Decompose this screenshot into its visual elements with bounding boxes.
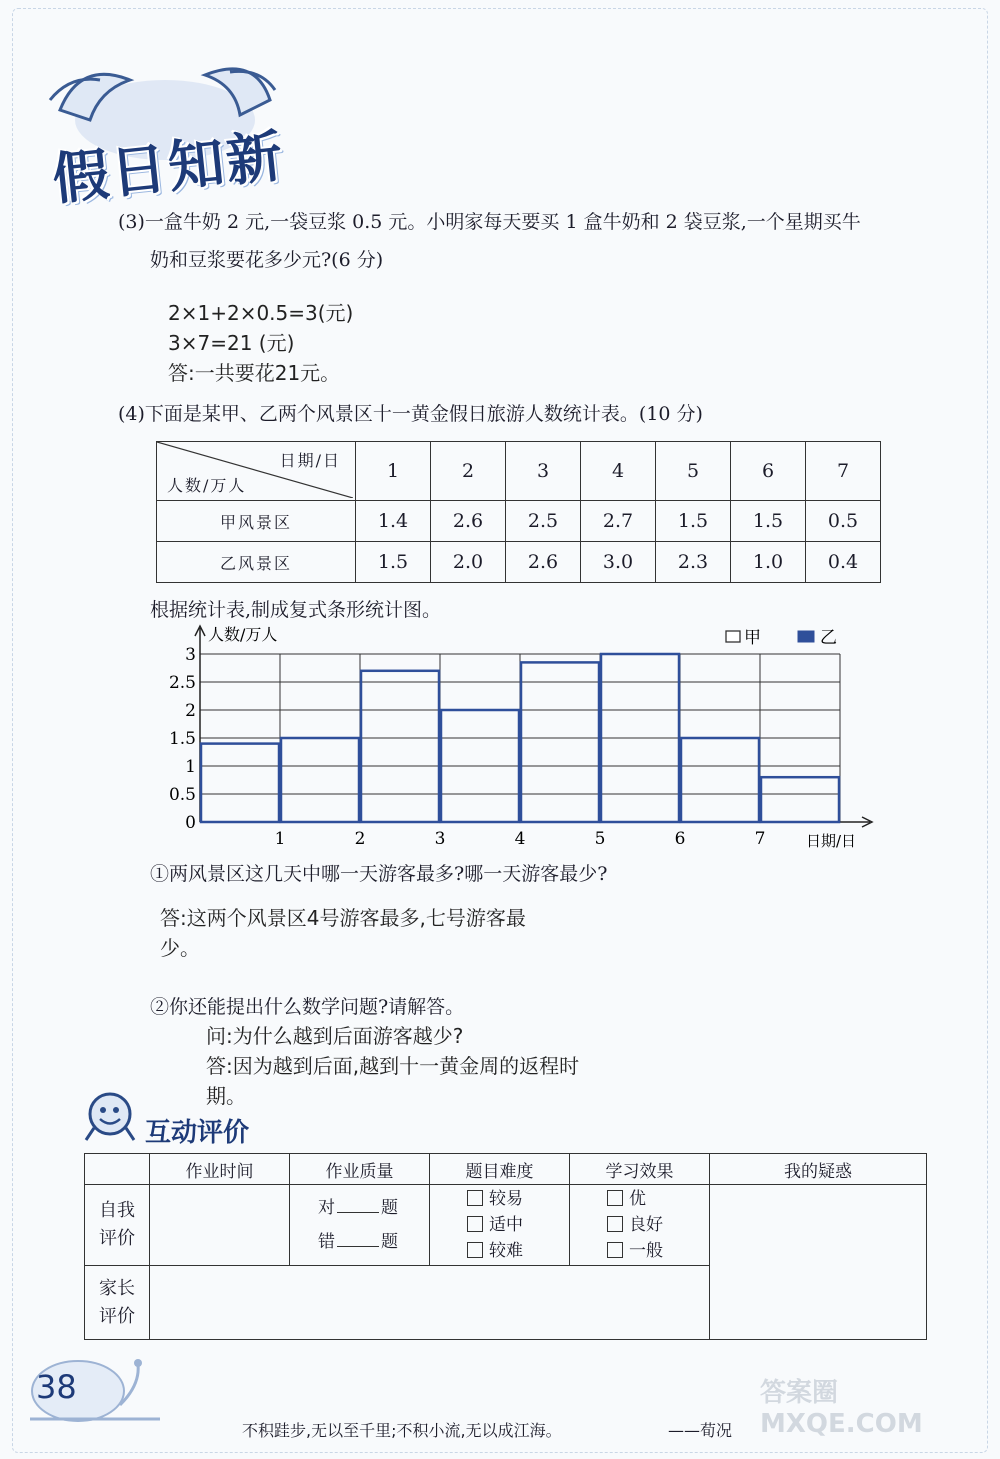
doubt-cell[interactable] bbox=[710, 1185, 927, 1340]
difficulty-cell bbox=[430, 1185, 570, 1266]
bar bbox=[201, 744, 279, 822]
legend-label-jia: 甲 bbox=[744, 628, 761, 648]
header-difficulty: 题目难度 bbox=[430, 1154, 570, 1185]
answer-1-line2: 少。 bbox=[160, 936, 200, 960]
y-tick-label: 0.5 bbox=[168, 785, 196, 805]
quality-cell bbox=[290, 1185, 430, 1266]
table-row bbox=[157, 501, 881, 542]
bar bbox=[521, 662, 599, 822]
y-axis-label: 人数/万人 bbox=[208, 625, 278, 644]
table-cell: 0.4 bbox=[806, 542, 881, 583]
checkbox-icon[interactable] bbox=[607, 1216, 623, 1232]
option-label: 适中 bbox=[489, 1215, 523, 1235]
x-tick-label: 4 bbox=[514, 829, 526, 849]
answer-2-question: 问:为什么越到后面游客越少? bbox=[206, 1024, 464, 1048]
q3-answer-3: 答:一共要花21元。 bbox=[168, 361, 341, 385]
wrong-label: 错 bbox=[318, 1232, 335, 1252]
section-title: 互动评价 bbox=[145, 1118, 250, 1148]
self-label-line2: 评价 bbox=[99, 1228, 135, 1249]
row-label: 甲风景区 bbox=[157, 501, 356, 542]
table-cell: 1.0 bbox=[731, 542, 806, 583]
option-label: 较难 bbox=[489, 1241, 523, 1261]
evaluation-table bbox=[84, 1153, 927, 1340]
q3-answer-1: 2×1+2×0.5=3(元) bbox=[168, 301, 354, 325]
self-eval-label bbox=[85, 1185, 150, 1266]
option-average[interactable] bbox=[571, 1238, 708, 1264]
checkbox-icon[interactable] bbox=[467, 1216, 483, 1232]
mascot-icon bbox=[80, 1088, 144, 1148]
question-unit: 题 bbox=[381, 1232, 398, 1252]
checkbox-icon[interactable] bbox=[467, 1190, 483, 1206]
option-excellent[interactable] bbox=[571, 1186, 708, 1212]
sub-question-1: ①两风景区这几天中哪一天游客最多?哪一天游客最少? bbox=[150, 863, 608, 885]
y-tick-label: 1 bbox=[185, 757, 196, 777]
table-cell: 0.5 bbox=[806, 501, 881, 542]
bar bbox=[281, 738, 359, 822]
correct-label: 对 bbox=[318, 1198, 335, 1218]
table-cell: 2.7 bbox=[581, 501, 656, 542]
q3-line2: 奶和豆浆要花多少元?(6 分) bbox=[150, 249, 384, 271]
option-hard[interactable] bbox=[431, 1238, 568, 1264]
table-cell: 2.3 bbox=[656, 542, 731, 583]
y-tick-label: 3 bbox=[185, 645, 196, 665]
q4-title: (4)下面是某甲、乙两个风景区十一黄金假日旅游人数统计表。(10 分) bbox=[118, 403, 703, 425]
row-label: 乙风景区 bbox=[157, 542, 356, 583]
corner-people-label: 人数/万人 bbox=[167, 476, 247, 495]
header-logo bbox=[40, 40, 290, 213]
parent-comment-cell[interactable] bbox=[150, 1266, 710, 1340]
x-axis-label: 日期/日 bbox=[806, 832, 857, 850]
option-easy[interactable] bbox=[431, 1186, 568, 1212]
self-label-line1: 自我 bbox=[99, 1200, 135, 1221]
parent-eval-label bbox=[85, 1266, 150, 1340]
bar bbox=[361, 671, 439, 822]
q3-answer-2: 3×7=21 (元) bbox=[168, 331, 295, 355]
table-cell: 1.4 bbox=[356, 501, 431, 542]
option-good[interactable] bbox=[571, 1212, 708, 1238]
table-cell: 2.5 bbox=[506, 501, 581, 542]
question-unit: 题 bbox=[381, 1198, 398, 1218]
day-header: 3 bbox=[506, 442, 581, 501]
bar bbox=[761, 777, 839, 822]
y-tick-label: 1.5 bbox=[168, 729, 196, 749]
header-doubt: 我的疑惑 bbox=[710, 1154, 927, 1185]
footer-quote: 不积跬步,无以至千里;不积小流,无以成江海。 bbox=[242, 1421, 562, 1440]
page-number: 38 bbox=[36, 1368, 77, 1406]
table-cell: 1.5 bbox=[731, 501, 806, 542]
sub-question-2: ②你还能提出什么数学问题?请解答。 bbox=[150, 996, 465, 1018]
x-tick-label: 6 bbox=[674, 829, 686, 849]
x-tick-label: 1 bbox=[274, 829, 286, 849]
q3-line1: (3)一盒牛奶 2 元,一袋豆浆 0.5 元。小明家每天要买 1 盒牛奶和 2 袋豆浆,一个星期买牛 bbox=[118, 211, 861, 233]
y-tick-label: 0 bbox=[185, 813, 196, 833]
table-corner-cell bbox=[157, 442, 356, 501]
checkbox-icon[interactable] bbox=[467, 1242, 483, 1258]
parent-label-line1: 家长 bbox=[99, 1277, 135, 1299]
day-header: 1 bbox=[356, 442, 431, 501]
option-medium[interactable] bbox=[431, 1212, 568, 1238]
table-cell: 3.0 bbox=[581, 542, 656, 583]
x-tick-label: 5 bbox=[594, 829, 606, 849]
chart-instruction: 根据统计表,制成复式条形统计图。 bbox=[150, 599, 442, 621]
effect-cell bbox=[570, 1185, 710, 1266]
header-effect: 学习效果 bbox=[570, 1154, 710, 1185]
day-header: 7 bbox=[806, 442, 881, 501]
day-header: 5 bbox=[656, 442, 731, 501]
x-tick-label: 2 bbox=[354, 829, 366, 849]
logo-title: 假日知新 bbox=[49, 124, 288, 213]
option-label: 较易 bbox=[489, 1189, 523, 1209]
table-cell: 1.5 bbox=[656, 501, 731, 542]
checkbox-icon[interactable] bbox=[607, 1190, 623, 1206]
option-label: 一般 bbox=[629, 1241, 663, 1261]
day-header: 4 bbox=[581, 442, 656, 501]
day-header: 6 bbox=[731, 442, 806, 501]
legend-swatch-yi bbox=[798, 631, 814, 642]
footer-author: ——荀况 bbox=[668, 1421, 733, 1440]
x-tick-label: 3 bbox=[434, 829, 446, 849]
y-tick-label: 2.5 bbox=[168, 673, 196, 693]
watermark: 答案圈 MXQE.COM bbox=[760, 1378, 923, 1439]
eval-corner bbox=[85, 1154, 150, 1185]
header-time: 作业时间 bbox=[150, 1154, 290, 1185]
checkbox-icon[interactable] bbox=[607, 1242, 623, 1258]
table-cell: 2.6 bbox=[431, 501, 506, 542]
bar bbox=[681, 738, 759, 822]
visitor-table bbox=[156, 441, 881, 583]
time-input-cell[interactable] bbox=[150, 1185, 290, 1266]
wrong-blank[interactable] bbox=[337, 1230, 379, 1247]
table-cell: 2.0 bbox=[431, 542, 506, 583]
table-cell: 2.6 bbox=[506, 542, 581, 583]
bar-chart bbox=[150, 620, 910, 855]
legend-swatch-jia bbox=[726, 631, 740, 642]
day-header: 2 bbox=[431, 442, 506, 501]
correct-blank[interactable] bbox=[337, 1196, 379, 1213]
answer-2-line2: 期。 bbox=[206, 1084, 246, 1108]
option-label: 优 bbox=[629, 1189, 646, 1209]
answer-2-line1: 答:因为越到后面,越到十一黄金周的返程时 bbox=[206, 1054, 580, 1078]
answer-1-line1: 答:这两个风景区4号游客最多,七号游客最 bbox=[160, 906, 526, 930]
corner-date-label: 日期/日 bbox=[279, 451, 341, 470]
option-label: 良好 bbox=[629, 1215, 663, 1235]
table-row bbox=[157, 542, 881, 583]
header-quality: 作业质量 bbox=[290, 1154, 430, 1185]
legend-label-yi: 乙 bbox=[820, 628, 837, 648]
y-tick-label: 2 bbox=[185, 701, 196, 721]
x-tick-label: 7 bbox=[754, 829, 766, 849]
table-cell: 1.5 bbox=[356, 542, 431, 583]
parent-label-line2: 评价 bbox=[99, 1305, 135, 1327]
